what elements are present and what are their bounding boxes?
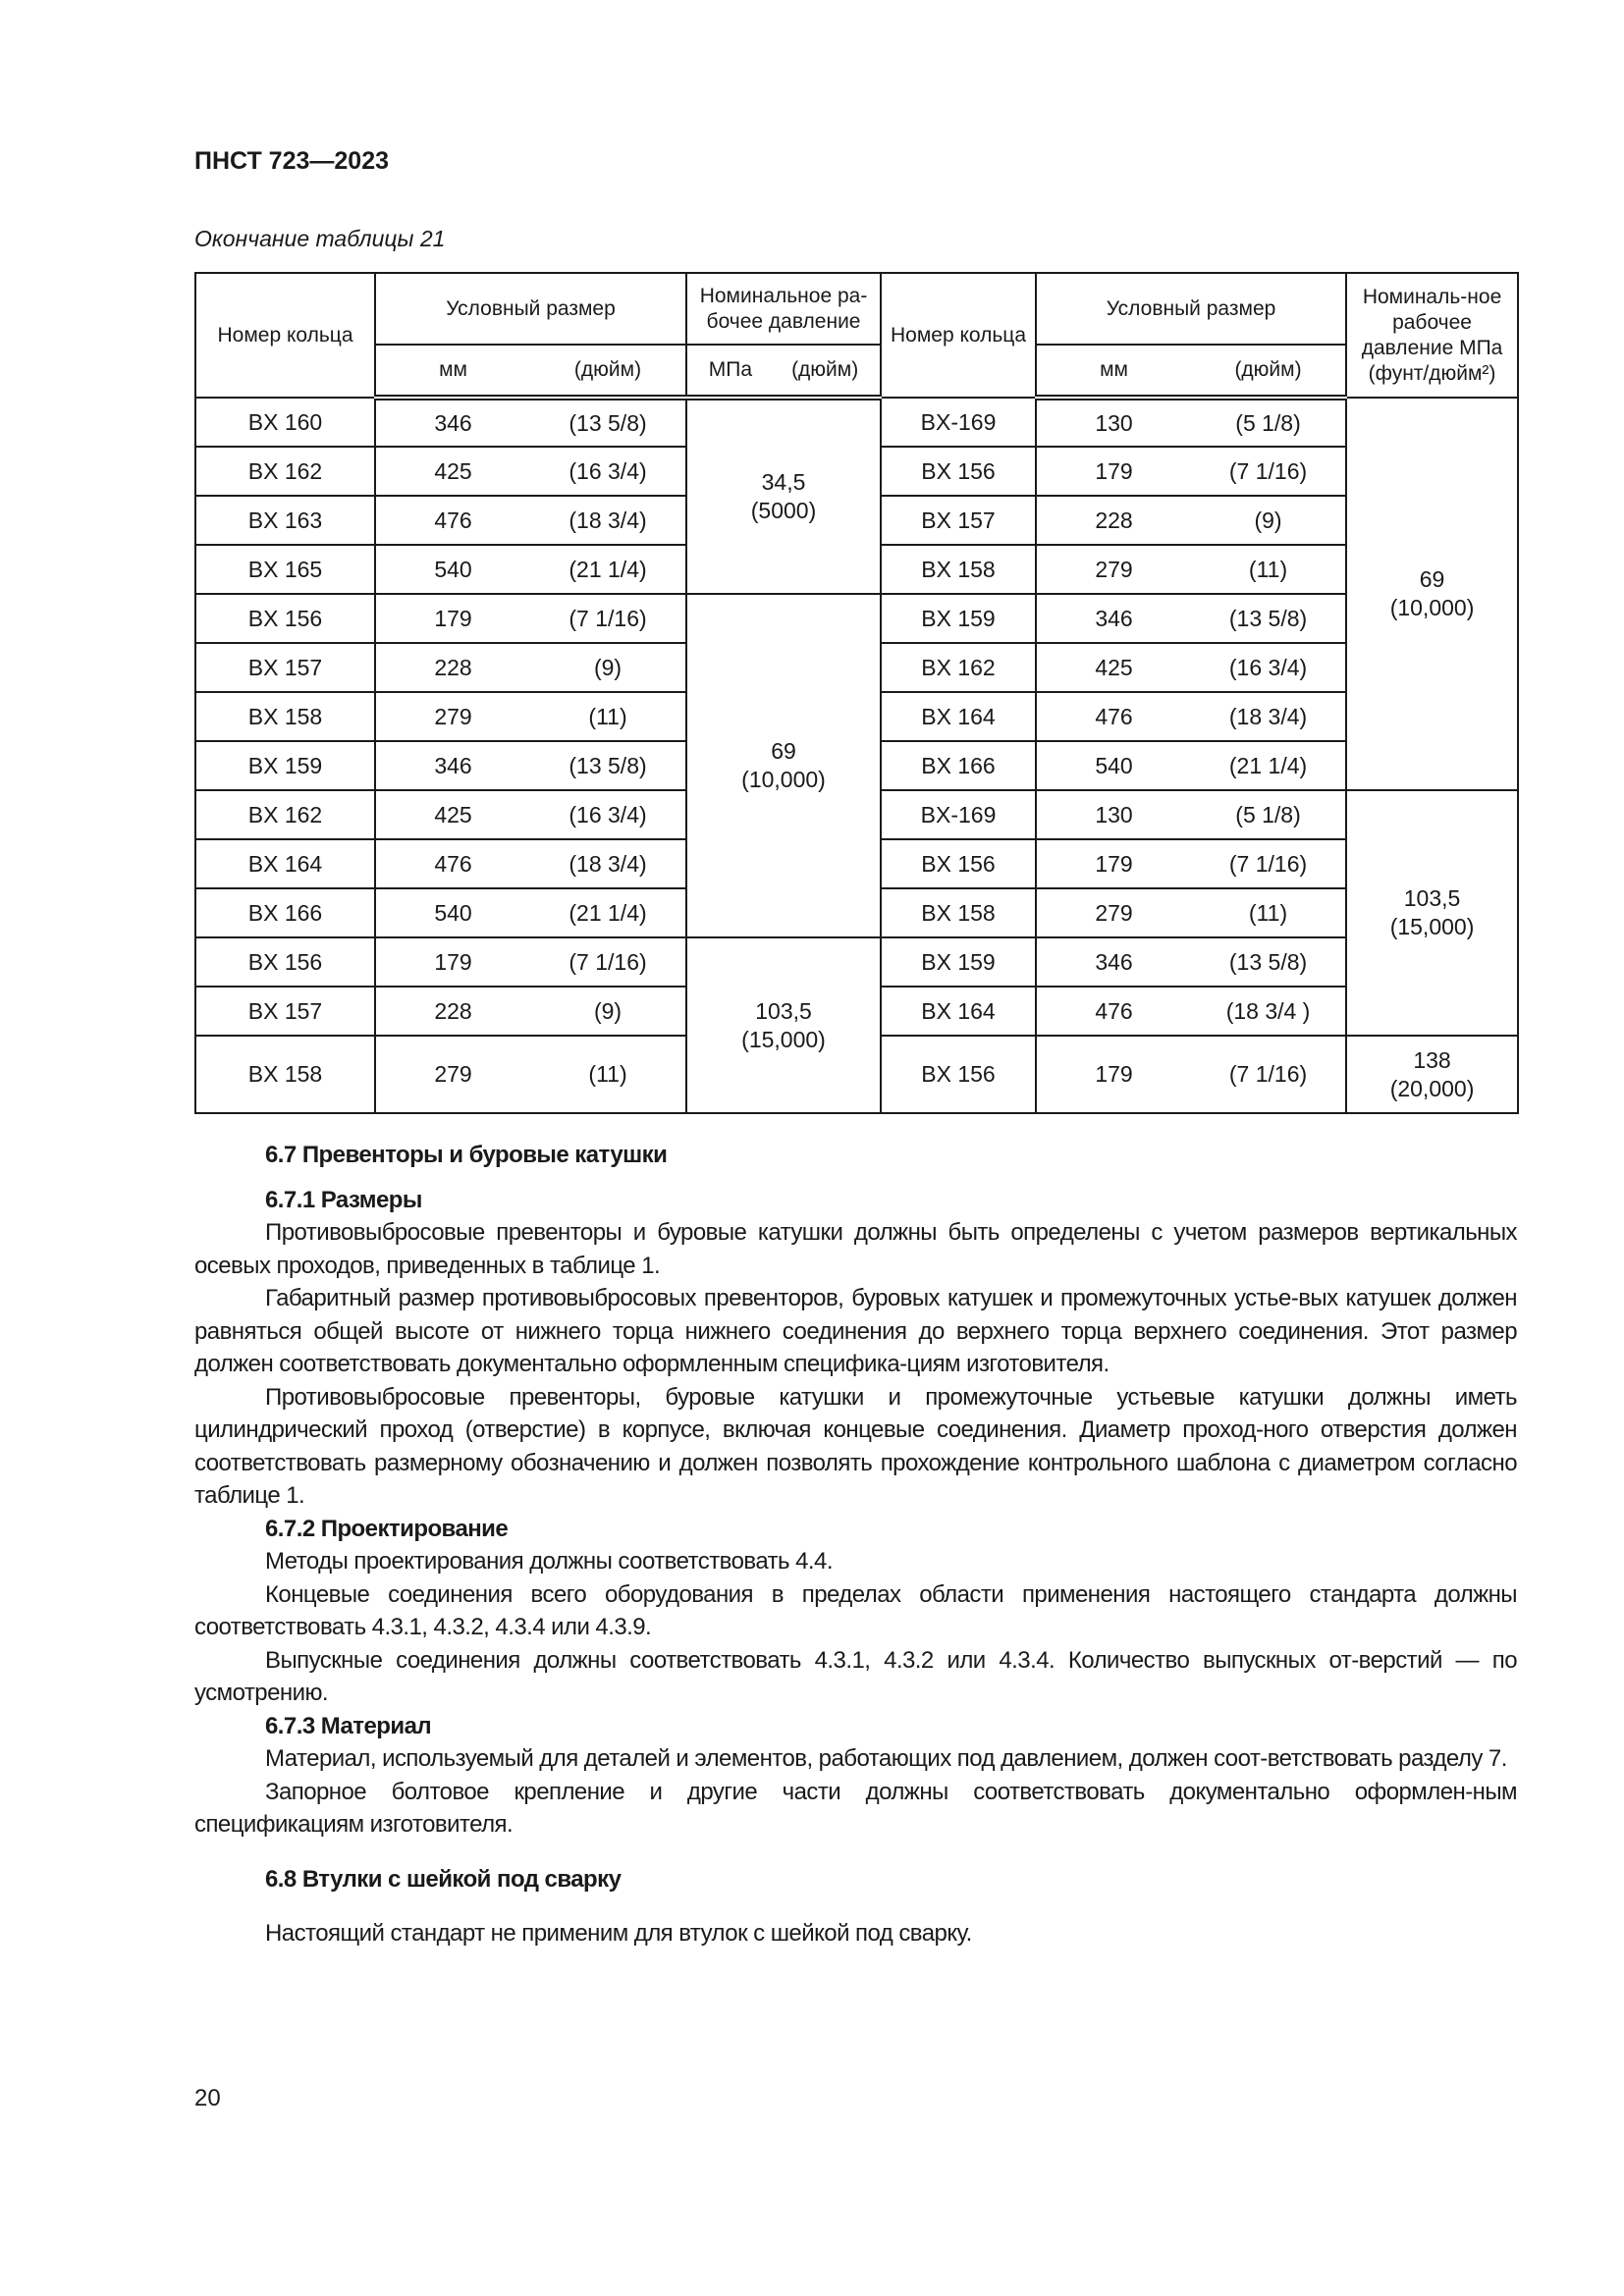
- size-mm-right: 179: [1036, 839, 1191, 888]
- pressure-psi: (10,000): [1389, 595, 1475, 620]
- ring-number-right: BX 166: [881, 741, 1036, 790]
- paragraph: Материал, используемый для деталей и элементов, работающих под давлением, должен соот-ветствовать разделу 7.: [265, 1745, 1507, 1772]
- ring-number-right: BX 156: [881, 447, 1036, 496]
- size-inch-right: (18 3/4 ): [1191, 987, 1346, 1036]
- size-mm-right: 476: [1036, 692, 1191, 741]
- right-pressure-cell: [1346, 398, 1518, 790]
- size-mm-right: 346: [1036, 594, 1191, 643]
- table-row: [195, 398, 1518, 447]
- ring-number-right: BX-169: [881, 398, 1036, 447]
- header-size: Условный размер: [375, 273, 686, 345]
- ring-number-right: BX 159: [881, 937, 1036, 987]
- size-mm-right: 228: [1036, 496, 1191, 545]
- size-mm-right: 179: [1036, 1036, 1191, 1113]
- ring-number: BX 158: [195, 692, 375, 741]
- size-mm: 179: [375, 937, 530, 987]
- header-pressure: Номинальное ра-бочее давление: [686, 273, 881, 345]
- size-inch: (16 3/4): [530, 790, 686, 839]
- ring-number-right: BX 156: [881, 839, 1036, 888]
- section-heading: 6.7.1 Размеры: [265, 1186, 422, 1213]
- header-mpa-inch: [686, 345, 881, 398]
- size-inch: (9): [530, 643, 686, 692]
- size-mm: 279: [375, 692, 530, 741]
- size-mm-right: 279: [1036, 545, 1191, 594]
- size-mm: 346: [375, 398, 530, 447]
- ring-number-right: BX 157: [881, 496, 1036, 545]
- size-mm-right: 130: [1036, 398, 1191, 447]
- header-mm: мм: [375, 345, 530, 398]
- ring-number: BX 158: [195, 1036, 375, 1113]
- paragraph: Запорное болтовое крепление и другие части должны соответствовать документально оформлен-ным спецификациям изготовителя.: [194, 1778, 1517, 1838]
- size-mm-right: 130: [1036, 790, 1191, 839]
- page-number: 20: [194, 2085, 221, 2111]
- ring-number: BX 162: [195, 790, 375, 839]
- size-mm: 476: [375, 839, 530, 888]
- ring-number: BX 162: [195, 447, 375, 496]
- size-inch: (18 3/4): [530, 839, 686, 888]
- size-mm: 476: [375, 496, 530, 545]
- size-mm: 228: [375, 643, 530, 692]
- ring-number-right: BX 158: [881, 888, 1036, 937]
- pressure-mpa: 103,5: [1403, 885, 1461, 911]
- ring-number-right: BX 164: [881, 692, 1036, 741]
- pressure-mpa: 34,5: [761, 469, 806, 495]
- header-size-right: Условный размер: [1036, 273, 1346, 345]
- pressure-psi: (15,000): [1389, 914, 1475, 939]
- ring-number: BX 157: [195, 987, 375, 1036]
- pressure-mpa: 138: [1413, 1046, 1451, 1073]
- ring-number: BX 164: [195, 839, 375, 888]
- size-inch-right: (7 1/16): [1191, 447, 1346, 496]
- paragraph: Габаритный размер противовыбросовых превенторов, буровых катушек и промежуточных устье-вых катушек должен равняться общей высоте от нижнего торца нижнего соединения до верхнего торца верхнего соединения. Этот размер должен соответствовать документально оформленным специфика-циям изготовителя.: [194, 1285, 1517, 1377]
- paragraph: Противовыбросовые превенторы и буровые катушки должны быть определены с учетом размеров вертикальных осевых проходов, приведенных в таблице 1.: [194, 1219, 1517, 1279]
- size-mm: 540: [375, 545, 530, 594]
- header-ring-no: Номер кольца: [195, 273, 375, 398]
- ring-number: BX 156: [195, 594, 375, 643]
- ring-number: BX 160: [195, 398, 375, 447]
- size-inch: (18 3/4): [530, 496, 686, 545]
- section-heading: 6.7.2 Проектирование: [265, 1515, 509, 1542]
- section-heading: 6.7.3 Материал: [265, 1712, 432, 1739]
- pressure-psi: (5000): [750, 498, 817, 523]
- ring-number: BX 163: [195, 496, 375, 545]
- pressure-mpa: 103,5: [755, 997, 812, 1024]
- ring-number: BX 157: [195, 643, 375, 692]
- table-caption: Окончание таблицы 21: [194, 226, 446, 251]
- size-inch: (11): [530, 1036, 686, 1113]
- ring-number-right: BX 162: [881, 643, 1036, 692]
- size-inch: (9): [530, 987, 686, 1036]
- size-inch: (13 5/8): [530, 398, 686, 447]
- paragraph: Настоящий стандарт не применим для втулок с шейкой под сварку.: [265, 1920, 972, 1947]
- size-inch-right: (13 5/8): [1191, 937, 1346, 987]
- pressure-psi: (15,000): [741, 1026, 826, 1052]
- table-row: [195, 594, 1518, 643]
- paragraph: Выпускные соединения должны соответствовать 4.3.1, 4.3.2 или 4.3.4. Количество выпускных от-верстий — по усмотрению.: [194, 1646, 1517, 1706]
- size-inch: (16 3/4): [530, 447, 686, 496]
- ring-number-right: BX 159: [881, 594, 1036, 643]
- size-inch: (13 5/8): [530, 741, 686, 790]
- header-inch2: (дюйм): [791, 358, 859, 381]
- size-inch-right: (7 1/16): [1191, 1036, 1346, 1113]
- size-inch-right: (5 1/8): [1191, 790, 1346, 839]
- ring-number: BX 159: [195, 741, 375, 790]
- size-mm-right: 425: [1036, 643, 1191, 692]
- size-mm-right: 346: [1036, 937, 1191, 987]
- size-mm-right: 540: [1036, 741, 1191, 790]
- pressure-psi: (20,000): [1389, 1075, 1475, 1101]
- size-mm-right: 476: [1036, 987, 1191, 1036]
- paragraph: Концевые соединения всего оборудования в пределах области применения настоящего стандарта должны соответствовать 4.3.1, 4.3.2, 4.3.4 или 4.3.9.: [194, 1580, 1517, 1640]
- ring-number-right: BX 156: [881, 1036, 1036, 1113]
- ring-number-right: BX-169: [881, 790, 1036, 839]
- ring-number-right: BX 164: [881, 987, 1036, 1036]
- header-pressure-right: Номиналь-ное рабочее давление МПа (фунт/дюйм²): [1346, 273, 1518, 398]
- size-inch-right: (5 1/8): [1191, 398, 1346, 447]
- size-inch: (7 1/16): [530, 594, 686, 643]
- size-inch-right: (11): [1191, 888, 1346, 937]
- size-inch: (21 1/4): [530, 545, 686, 594]
- paragraph: Противовыбросовые превенторы, буровые катушки и промежуточные устьевые катушки должны иметь цилиндрический проход (отверстие) в корпусе, включая концевые соединения. Диаметр проход-ного отверстия должен соответствовать размерному обозначению и должен позволять прохождение контрольного шаблона с диаметром согласно таблице 1.: [194, 1383, 1517, 1509]
- size-mm: 425: [375, 790, 530, 839]
- pressure-mpa: 69: [771, 738, 796, 764]
- right-pressure-cell: [1346, 790, 1518, 1036]
- size-mm-right: 279: [1036, 888, 1191, 937]
- left-pressure-cell: [686, 937, 881, 1113]
- body-text: [194, 1139, 1517, 1950]
- size-mm: 228: [375, 987, 530, 1036]
- ring-number: BX 156: [195, 937, 375, 987]
- ring-table: [194, 272, 1519, 1114]
- right-pressure-cell: [1346, 1036, 1518, 1113]
- header-ring-no-right: Номер кольца: [881, 273, 1036, 398]
- paragraph: Методы проектирования должны соответствовать 4.4.: [265, 1548, 833, 1575]
- header-inch-right: (дюйм): [1191, 345, 1346, 398]
- size-inch-right: (11): [1191, 545, 1346, 594]
- size-mm: 425: [375, 447, 530, 496]
- document-code: ПНСТ 723—2023: [194, 147, 389, 175]
- size-inch-right: (21 1/4): [1191, 741, 1346, 790]
- size-inch-right: (16 3/4): [1191, 643, 1346, 692]
- size-inch: (21 1/4): [530, 888, 686, 937]
- left-pressure-cell: [686, 398, 881, 594]
- size-inch: (7 1/16): [530, 937, 686, 987]
- size-inch: (11): [530, 692, 686, 741]
- section-heading: 6.8 Втулки с шейкой под сварку: [265, 1865, 622, 1893]
- pressure-psi: (10,000): [741, 767, 826, 792]
- header-inch: (дюйм): [530, 345, 686, 398]
- pressure-mpa: 69: [1419, 566, 1445, 592]
- size-mm: 279: [375, 1036, 530, 1113]
- ring-number: BX 166: [195, 888, 375, 937]
- header-mm-right: мм: [1036, 345, 1191, 398]
- size-mm: 540: [375, 888, 530, 937]
- size-mm: 179: [375, 594, 530, 643]
- ring-number-right: BX 158: [881, 545, 1036, 594]
- table-row: [195, 937, 1518, 987]
- size-mm: 346: [375, 741, 530, 790]
- section-heading: 6.7 Превенторы и буровые катушки: [265, 1142, 668, 1168]
- left-pressure-cell: [686, 594, 881, 937]
- size-inch-right: (9): [1191, 496, 1346, 545]
- size-mm-right: 179: [1036, 447, 1191, 496]
- size-inch-right: (18 3/4): [1191, 692, 1346, 741]
- header-mpa: МПа: [708, 358, 753, 381]
- size-inch-right: (13 5/8): [1191, 594, 1346, 643]
- ring-number: BX 165: [195, 545, 375, 594]
- size-inch-right: (7 1/16): [1191, 839, 1346, 888]
